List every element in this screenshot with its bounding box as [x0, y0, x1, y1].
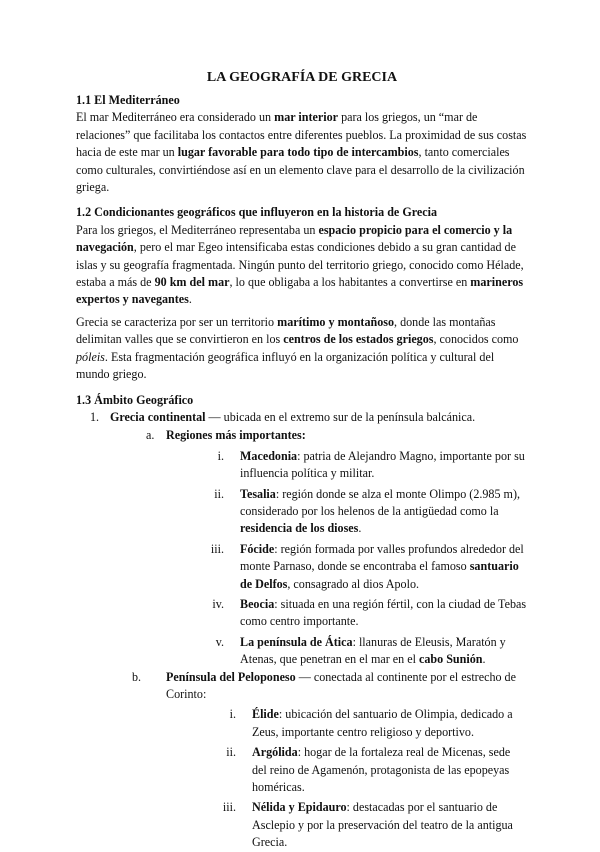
list-item-text [252, 800, 513, 849]
text-run: . [358, 521, 362, 536]
list-item [214, 706, 528, 741]
list-item-text [240, 449, 525, 480]
text-run: : hogar de la fortaleza real de Micenas, sede del reino de Agamenón, protagonista de las epopeyas homéricas. [252, 745, 511, 795]
bold-text: residencia de los dioses [240, 521, 359, 536]
text-run: , donde las montañas delimitan valles que se convirtieron en los [76, 314, 496, 347]
bold-text: centros de los estados griegos [283, 332, 434, 347]
section-mediterraneo [76, 92, 528, 196]
lettered-list [110, 427, 528, 851]
bold-text: santuario de Delfos [240, 559, 519, 591]
list-item [202, 448, 528, 483]
text-run: . [482, 652, 486, 667]
list-item [202, 596, 528, 631]
bold-text: marítimo y montañoso [277, 314, 395, 329]
list-item [132, 669, 528, 852]
bold-text: Élide [252, 707, 279, 722]
text-run: — ubicada en el extremo sur de la península balcánica. [205, 409, 476, 424]
text-run: : ubicación del santuario de Olimpia, dedicado a Zeus, importante centro religioso y deportivo. [252, 707, 513, 739]
list-item [214, 799, 528, 851]
text-run: para los griegos, un “mar de relaciones” que facilitaba los contactos entre diferentes pueblos. La proximidad de sus costas hacia de este mar un [76, 110, 527, 160]
roman-list [166, 706, 528, 851]
bold-text: Beocia [240, 596, 275, 611]
list-marker: b. [132, 669, 142, 684]
text-run: , tanto comerciales como culturales, convirtiéndose así en un elemento clave para el desarrollo de la civilización griega. [76, 145, 525, 195]
roman-list [166, 448, 528, 669]
text-run: : llanuras de Eleusis, Maratón y Atenas, que penetran en el mar en el [240, 634, 506, 667]
section-heading-2: 1.2 Condicionantes geográficos que influyeron en la historia de Grecia [76, 205, 438, 220]
list-item-text [240, 487, 520, 536]
list-item [202, 541, 528, 593]
paragraph [76, 314, 528, 384]
bold-text: La península de Ática [240, 634, 353, 649]
bold-text: mar interior [274, 110, 339, 125]
text-run: . Esta fragmentación geográfica influyó en la organización política y cultural del mundo griego. [76, 349, 495, 382]
list-item [202, 634, 528, 669]
list-marker: ii. [214, 486, 224, 501]
list-item-text [240, 597, 526, 628]
list-item-text [166, 428, 306, 442]
text-run: , consagrado al dios Apolo. [287, 576, 420, 591]
bold-text: Nélida y Epidauro [252, 800, 347, 815]
list-item-text [240, 635, 506, 666]
list-item [76, 409, 528, 852]
document-title: LA GEOGRAFÍA DE GRECIA [206, 70, 398, 85]
list-item [202, 486, 528, 538]
text-run: , lo que obligaba a los habitantes a convertirse en [229, 275, 471, 290]
text-run: , conocidos como [433, 332, 519, 347]
bold-text: marineros expertos y navegantes [76, 275, 524, 307]
list-item-text [110, 410, 475, 424]
text-run: , pero el mar Egeo intensificaba estas condiciones debido a su gran cantidad de islas y su geografía fragmentada. Ningún punto del territorio griego, conocido como Hélade, estaba a más de [76, 240, 524, 290]
bold-text: Argólida [252, 745, 298, 760]
list-marker: i. [217, 448, 224, 463]
bold-text: Macedonia [240, 448, 298, 463]
list-item-text [240, 542, 524, 591]
bold-text: lugar favorable para todo tipo de intercambios [177, 145, 419, 160]
list-marker: a. [146, 428, 155, 443]
list-item-text [252, 745, 510, 794]
bold-text: Tesalia [240, 486, 276, 501]
paragraph [76, 222, 528, 309]
numbered-list [76, 409, 528, 852]
list-item [146, 427, 528, 668]
text-run: . [188, 292, 192, 307]
text-run: : destacadas por el santuario de Asclepio y por la preservación del teatro de la antigua Grecia. [252, 800, 513, 850]
text-run: — conectada al continente por el estrecho de Corinto: [166, 669, 516, 701]
bold-text: Grecia continental [110, 409, 206, 424]
bold-text: 90 km del mar [154, 275, 230, 290]
bold-text: Regiones más importantes: [166, 428, 306, 443]
list-item [214, 744, 528, 796]
bold-text: espacio propicio para el comercio y la navegación [76, 222, 513, 255]
list-marker: iii. [222, 800, 236, 815]
text-run: Para los griegos, el Mediterráneo representaba un [76, 222, 319, 237]
list-marker: iv. [212, 596, 224, 611]
list-item-text [252, 707, 513, 738]
section-ambito [76, 392, 528, 852]
list-item-text [166, 670, 516, 701]
text-run: El mar Mediterráneo era considerado un [76, 110, 275, 125]
list-marker: ii. [226, 745, 236, 760]
italic-text: póleis [76, 349, 105, 364]
list-marker: iii. [210, 541, 224, 556]
text-run: Grecia se caracteriza por ser un territorio [76, 314, 278, 329]
text-run: : patria de Alejandro Magno, importante por su influencia política y militar. [240, 448, 525, 481]
text-run: : situada en una región fértil, con la ciudad de Tebas como centro importante. [240, 596, 527, 629]
bold-text: Península del Peloponeso [166, 669, 296, 684]
text-run: : región formada por valles profundos alrededor del monte Parnaso, donde se encontraba el famoso [240, 541, 524, 574]
paragraph [76, 109, 528, 196]
list-marker: 1. [90, 409, 100, 424]
bold-text: cabo Sunión [418, 652, 483, 667]
section-heading-3: 1.3 Ámbito Geográfico [76, 392, 194, 407]
section-condicionantes [76, 204, 528, 383]
bold-text: Fócide [240, 541, 275, 556]
list-marker: v. [215, 634, 224, 649]
text-run: : región donde se alza el monte Olimpo (2.985 m), considerado por los helenos de la antigüedad como la [240, 486, 521, 518]
section-heading-1: 1.1 El Mediterráneo [76, 93, 180, 107]
list-marker: i. [229, 707, 236, 722]
